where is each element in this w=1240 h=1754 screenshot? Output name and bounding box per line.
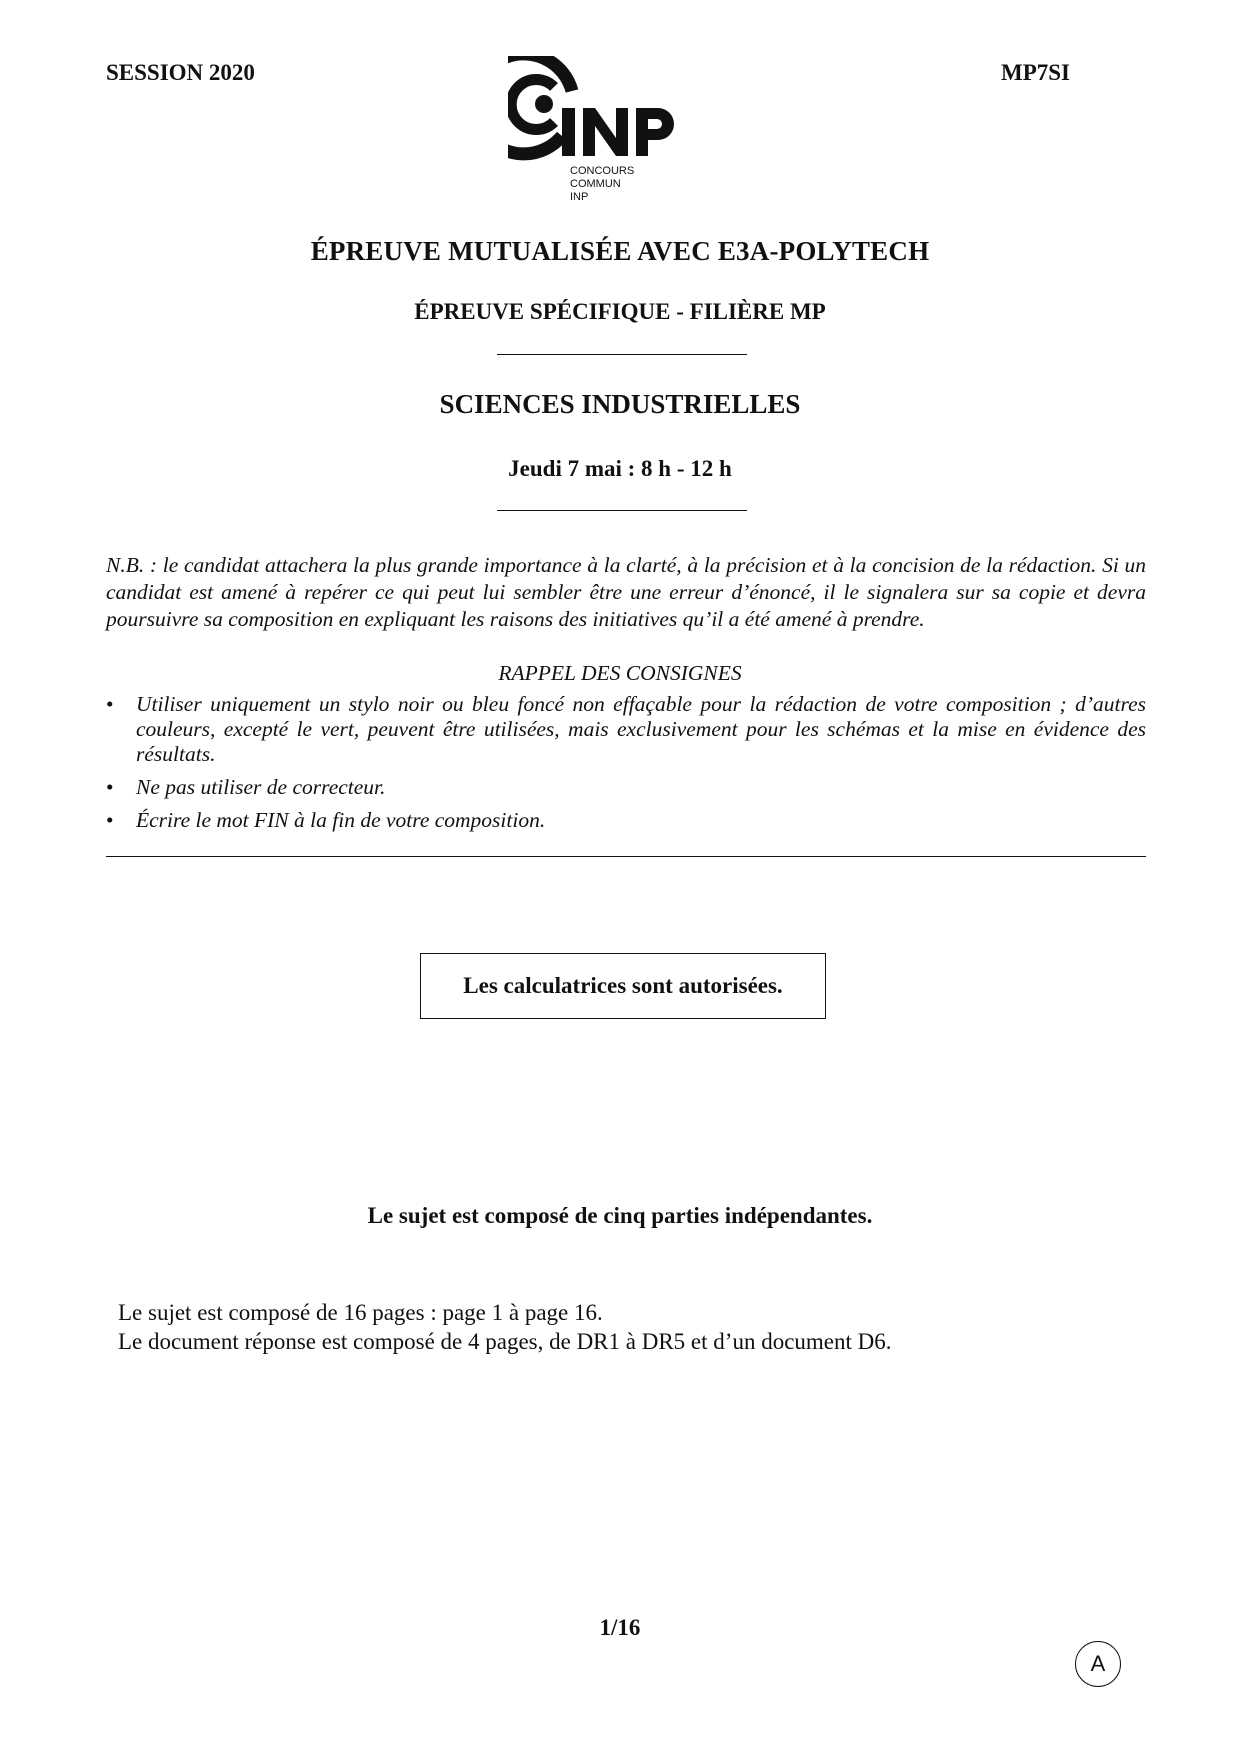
exam-date: Jeudi 7 mai : 8 h - 12 h — [508, 456, 732, 481]
bullet-icon: • — [106, 808, 114, 832]
list-item — [106, 692, 1146, 767]
page-number: 1/16 — [599, 1615, 641, 1640]
parts-statement: Le sujet est composé de cinq parties indépendantes. — [367, 1203, 873, 1228]
separator-line — [497, 510, 747, 511]
separator-line — [497, 354, 747, 355]
nb-notice: N.B. : le candidat attachera la plus grande importance à la clarté, à la précision et à la concision de la rédaction. Si un candidat est amené à repérer ce qui peut lui sembler être une erreur d’énoncé, il le signalera sur sa copie et devra poursuivre sa composition en expliquant les raisons des initiatives qu’il a été amené à prendre. — [106, 553, 1146, 631]
rules-list — [106, 692, 1146, 841]
inp-logo — [508, 56, 708, 206]
section-divider — [106, 856, 1146, 857]
logo-text-line-3: INP — [570, 191, 589, 203]
calculators-box: Les calculatrices sont autorisées. — [420, 953, 826, 1019]
specific-title: ÉPREUVE SPÉCIFIQUE - FILIÈRE MP — [414, 299, 826, 324]
bullet-icon: • — [106, 692, 114, 716]
list-item — [106, 808, 1146, 833]
rule-text: Ne pas utiliser de correcteur. — [136, 775, 386, 799]
pages-info-line: Le sujet est composé de 16 pages : page 1 à page 16. — [118, 1300, 603, 1325]
logo-text-line-1: CONCOURS — [570, 165, 635, 177]
session-label: SESSION 2020 — [106, 60, 255, 85]
rule-text: Utiliser uniquement un stylo noir ou bleu foncé non effaçable pour la rédaction de votre composition ; d’autres couleurs, excepté le vert, peuvent être utilisées, mais exclusivement pour les schémas et la mise en évidence des résultats. — [136, 692, 1146, 766]
logo-text-line-2: COMMUN — [570, 178, 621, 190]
variant-badge: A — [1075, 1641, 1121, 1687]
pages-info-line: Le document réponse est composé de 4 pages, de DR1 à DR5 et d’un document D6. — [118, 1329, 892, 1354]
pages-info — [118, 1298, 892, 1356]
rappel-title: RAPPEL DES CONSIGNES — [498, 661, 742, 685]
subject-title: SCIENCES INDUSTRIELLES — [439, 389, 801, 419]
bullet-icon: • — [106, 775, 114, 799]
list-item — [106, 775, 1146, 800]
rule-text: Écrire le mot FIN à la fin de votre composition. — [136, 808, 546, 832]
mutualised-title: ÉPREUVE MUTUALISÉE AVEC E3A-POLYTECH — [310, 236, 930, 266]
exam-code: MP7SI — [1001, 60, 1070, 85]
